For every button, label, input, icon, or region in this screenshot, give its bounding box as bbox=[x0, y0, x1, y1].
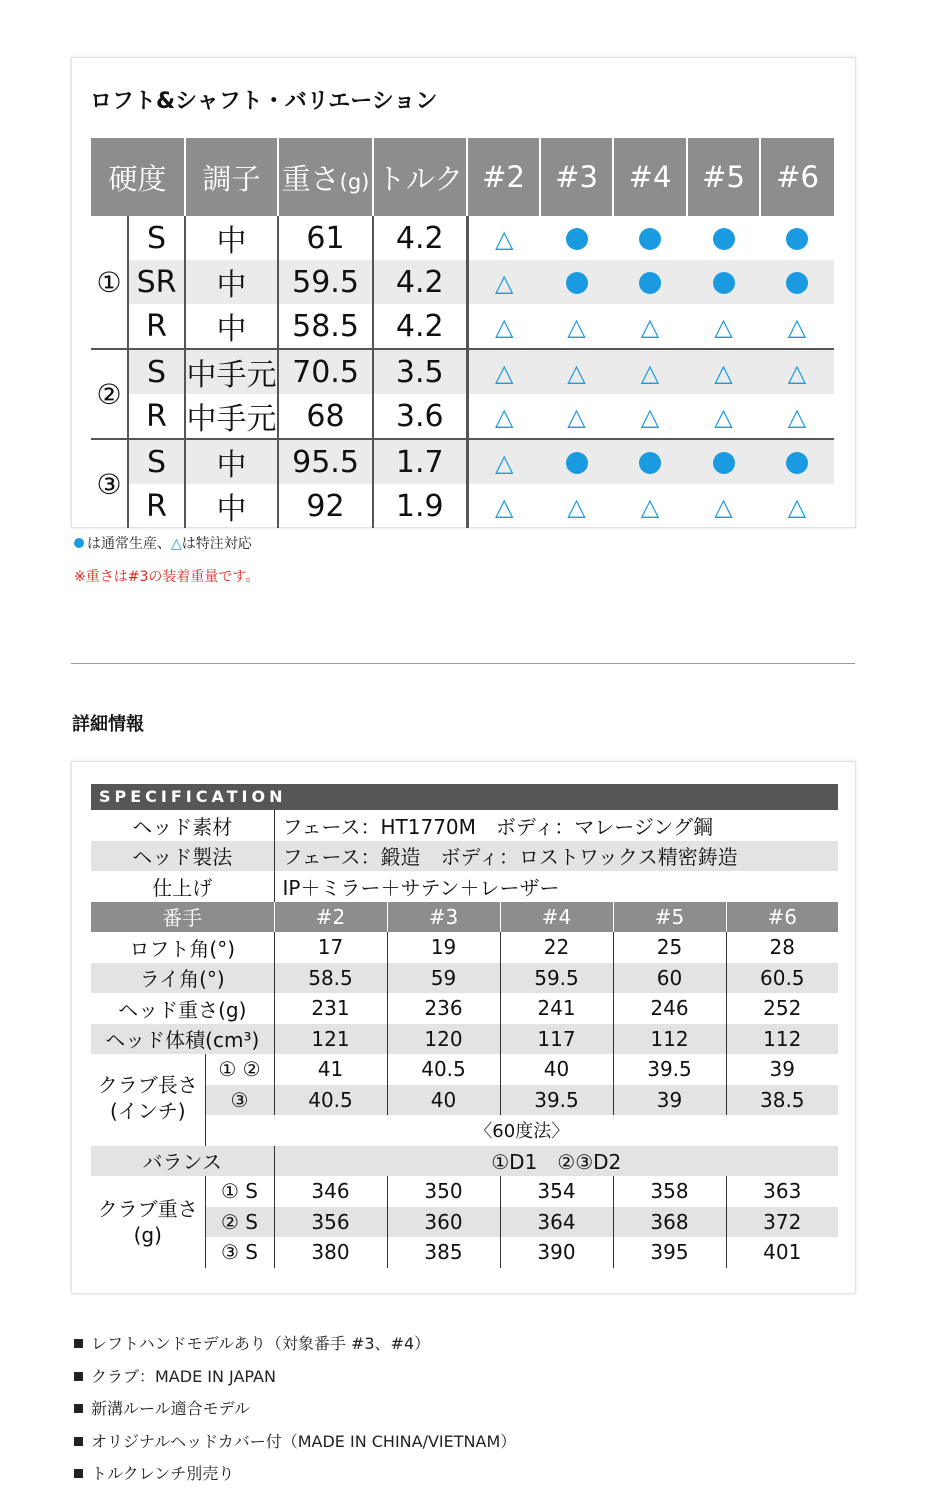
loft-cell-hardness: SR bbox=[128, 260, 185, 304]
loft-row bbox=[91, 394, 834, 439]
list-item: オリジナルヘッドカバー付（MADE IN CHINA/VIETNAM） bbox=[74, 1430, 516, 1463]
head-volume-value: 112 bbox=[726, 1024, 838, 1055]
standard-production-icon bbox=[639, 228, 661, 250]
loft-value: 19 bbox=[387, 932, 500, 963]
loft-cell-tone: 中 bbox=[185, 260, 278, 304]
availability-cell bbox=[467, 216, 540, 260]
header-n6: #6 bbox=[760, 138, 834, 216]
length-value: 40 bbox=[387, 1085, 500, 1116]
number-2: #2 bbox=[274, 902, 387, 933]
club-weight-value: 346 bbox=[274, 1176, 387, 1207]
number-3: #3 bbox=[387, 902, 500, 933]
specification-bar: SPECIFICATION bbox=[91, 784, 838, 810]
specification-card bbox=[71, 761, 856, 1294]
value-head-material: フェース：HT1770M ボディ：マレージング鋼 bbox=[274, 810, 838, 841]
shaft-group-label: ③ bbox=[91, 439, 128, 528]
loft-cell-torque: 3.6 bbox=[373, 394, 467, 439]
loft-row bbox=[91, 216, 834, 260]
loft-cell-hardness: S bbox=[128, 349, 185, 394]
head-volume-value: 117 bbox=[500, 1024, 613, 1055]
special-order-icon: △ bbox=[640, 403, 660, 431]
weight-sub-label: ① S bbox=[205, 1176, 274, 1207]
spec-row-head-material bbox=[91, 810, 838, 841]
loft-cell-weight: 68 bbox=[278, 394, 373, 439]
loft-cell-hardness: R bbox=[128, 304, 185, 349]
label-lie: ライ角(°) bbox=[91, 963, 274, 994]
standard-production-icon bbox=[639, 452, 661, 474]
header-weight: 重さ(g) bbox=[278, 138, 373, 216]
list-item: トルクレンチ別売り bbox=[74, 1462, 516, 1495]
club-weight-value: 380 bbox=[274, 1237, 387, 1268]
label-finish: 仕上げ bbox=[152, 875, 213, 900]
special-order-icon: △ bbox=[714, 359, 733, 387]
availability-cell bbox=[613, 394, 687, 439]
square-bullet-icon bbox=[74, 1437, 83, 1446]
value-head-method: フェース：鍛造 ボディ：ロストワックス精密鋳造 bbox=[274, 841, 838, 872]
standard-production-icon bbox=[713, 452, 735, 474]
loft-cell-weight: 59.5 bbox=[278, 260, 373, 304]
club-weight-value: 358 bbox=[613, 1176, 726, 1207]
feature-list bbox=[74, 1332, 516, 1495]
availability-cell bbox=[540, 304, 613, 349]
availability-cell bbox=[687, 349, 760, 394]
spec-row-weight-1 bbox=[91, 1176, 838, 1207]
special-order-icon: △ bbox=[567, 359, 586, 387]
special-order-icon: △ bbox=[567, 403, 586, 431]
spec-row-length-1 bbox=[91, 1054, 838, 1085]
standard-production-icon bbox=[786, 452, 808, 474]
availability-cell bbox=[687, 484, 760, 528]
spec-row-lie bbox=[91, 963, 838, 994]
head-volume-value: 120 bbox=[387, 1024, 500, 1055]
list-item: レフトハンドモデルあり（対象番手 #3、#4） bbox=[74, 1332, 516, 1365]
special-order-icon: △ bbox=[640, 493, 660, 521]
loft-cell-hardness: R bbox=[128, 484, 185, 528]
availability-cell bbox=[613, 216, 687, 260]
club-weight-value: 385 bbox=[387, 1237, 500, 1268]
head-weight-value: 236 bbox=[387, 993, 500, 1024]
club-weight-value: 363 bbox=[726, 1176, 838, 1207]
lie-value: 60 bbox=[613, 963, 726, 994]
length-value: 40.5 bbox=[274, 1085, 387, 1116]
spec-row-loft bbox=[91, 932, 838, 963]
length-value: 40.5 bbox=[387, 1054, 500, 1085]
length-value: 39 bbox=[726, 1054, 838, 1085]
availability-cell bbox=[760, 484, 834, 528]
loft-row bbox=[91, 349, 834, 394]
header-torque: トルク bbox=[373, 138, 467, 216]
availability-cell bbox=[613, 304, 687, 349]
loft-value: 22 bbox=[500, 932, 613, 963]
standard-production-icon bbox=[639, 272, 661, 294]
availability-cell bbox=[760, 260, 834, 304]
loft-cell-tone: 中 bbox=[185, 304, 278, 349]
club-weight-value: 372 bbox=[726, 1207, 838, 1238]
loft-cell-torque: 3.5 bbox=[373, 349, 467, 394]
standard-production-icon bbox=[566, 452, 588, 474]
special-order-icon: △ bbox=[787, 493, 807, 521]
special-order-icon: △ bbox=[495, 493, 514, 521]
loft-cell-tone: 中手元 bbox=[185, 394, 278, 439]
availability-cell bbox=[467, 260, 540, 304]
number-5: #5 bbox=[613, 902, 726, 933]
shaft-group-label: ② bbox=[91, 349, 128, 439]
club-weight-value: 364 bbox=[500, 1207, 613, 1238]
club-weight-value: 350 bbox=[387, 1176, 500, 1207]
standard-production-icon bbox=[566, 228, 588, 250]
spec-row-head-method bbox=[91, 841, 838, 872]
availability-cell bbox=[687, 439, 760, 484]
head-weight-value: 246 bbox=[613, 993, 726, 1024]
list-item: クラブ：MADE IN JAPAN bbox=[74, 1365, 516, 1398]
length-sub-label: ① ② bbox=[205, 1054, 274, 1085]
legend-circle-icon bbox=[74, 538, 84, 548]
availability-cell bbox=[467, 349, 540, 394]
availability-cell bbox=[613, 349, 687, 394]
label-club-length: クラブ長さ (インチ) bbox=[97, 1073, 198, 1123]
availability-cell bbox=[613, 484, 687, 528]
availability-cell bbox=[613, 439, 687, 484]
label-head-material: ヘッド素材 bbox=[132, 814, 233, 839]
number-4: #4 bbox=[500, 902, 613, 933]
standard-production-icon bbox=[786, 228, 808, 250]
loft-cell-hardness: S bbox=[128, 439, 185, 484]
loft-cell-weight: 92 bbox=[278, 484, 373, 528]
availability-cell bbox=[760, 394, 834, 439]
header-hardness: 硬度 bbox=[91, 138, 185, 216]
availability-cell bbox=[540, 216, 613, 260]
length-sub-label: ③ bbox=[205, 1085, 274, 1116]
head-volume-value: 121 bbox=[274, 1024, 387, 1055]
availability-cell bbox=[687, 260, 760, 304]
header-n4: #4 bbox=[613, 138, 687, 216]
special-order-icon: △ bbox=[787, 359, 807, 387]
club-weight-value: 360 bbox=[387, 1207, 500, 1238]
loft-cell-torque: 1.9 bbox=[373, 484, 467, 528]
lie-value: 60.5 bbox=[726, 963, 838, 994]
availability-cell bbox=[540, 260, 613, 304]
club-weight-value: 368 bbox=[613, 1207, 726, 1238]
loft-value: 25 bbox=[613, 932, 726, 963]
special-order-icon: △ bbox=[640, 313, 660, 341]
loft-row bbox=[91, 484, 834, 528]
loft-cell-torque: 1.7 bbox=[373, 439, 467, 484]
standard-production-icon bbox=[713, 272, 735, 294]
special-order-icon: △ bbox=[495, 359, 514, 387]
loft-shaft-card bbox=[71, 57, 856, 528]
head-weight-value: 241 bbox=[500, 993, 613, 1024]
loft-value: 28 bbox=[726, 932, 838, 963]
specification-table bbox=[91, 810, 838, 1268]
loft-cell-weight: 95.5 bbox=[278, 439, 373, 484]
weight-sub-label: ② S bbox=[205, 1207, 274, 1238]
special-order-icon: △ bbox=[787, 313, 807, 341]
availability-cell bbox=[760, 216, 834, 260]
special-order-icon: △ bbox=[714, 493, 733, 521]
shaft-group-label: ① bbox=[96, 265, 122, 299]
spec-row-finish bbox=[91, 871, 838, 902]
special-order-icon: △ bbox=[567, 493, 586, 521]
special-order-icon: △ bbox=[567, 313, 586, 341]
length-value: 39.5 bbox=[613, 1054, 726, 1085]
loft-cell-torque: 4.2 bbox=[373, 216, 467, 260]
loft-cell-weight: 58.5 bbox=[278, 304, 373, 349]
availability-cell bbox=[540, 394, 613, 439]
availability-cell bbox=[540, 439, 613, 484]
loft-value: 17 bbox=[274, 932, 387, 963]
availability-cell bbox=[687, 394, 760, 439]
loft-row bbox=[91, 439, 834, 484]
square-bullet-icon bbox=[74, 1339, 83, 1348]
label-balance: バランス bbox=[91, 1146, 274, 1177]
length-value: 40 bbox=[500, 1054, 613, 1085]
club-weight-value: 401 bbox=[726, 1237, 838, 1268]
availability-cell bbox=[467, 484, 540, 528]
availability-cell bbox=[687, 304, 760, 349]
lie-value: 59.5 bbox=[500, 963, 613, 994]
standard-production-icon bbox=[713, 228, 735, 250]
label-loft: ロフト角(°) bbox=[129, 936, 236, 961]
loft-cell-weight: 61 bbox=[278, 216, 373, 260]
spec-row-balance bbox=[91, 1146, 838, 1177]
special-order-icon: △ bbox=[495, 313, 514, 341]
value-balance: ①D1 ②③D2 bbox=[274, 1146, 838, 1177]
special-order-icon: △ bbox=[787, 403, 807, 431]
special-order-icon: △ bbox=[714, 403, 733, 431]
head-weight-value: 252 bbox=[726, 993, 838, 1024]
loft-cell-tone: 中 bbox=[185, 484, 278, 528]
length-method: 〈60度法〉 bbox=[205, 1115, 838, 1146]
label-head-method: ヘッド製法 bbox=[91, 841, 274, 872]
loft-cell-hardness: S bbox=[128, 216, 185, 260]
head-weight-value: 231 bbox=[274, 993, 387, 1024]
legend-triangle-icon: △ bbox=[171, 536, 182, 552]
special-order-icon: △ bbox=[495, 403, 514, 431]
club-weight-value: 390 bbox=[500, 1237, 613, 1268]
length-value: 38.5 bbox=[726, 1085, 838, 1116]
loft-cell-tone: 中 bbox=[185, 439, 278, 484]
label-head-volume: ヘッド体積(cm³) bbox=[91, 1024, 274, 1055]
availability-cell bbox=[687, 216, 760, 260]
square-bullet-icon bbox=[74, 1404, 83, 1413]
club-weight-value: 354 bbox=[500, 1176, 613, 1207]
header-n3: #3 bbox=[540, 138, 613, 216]
loft-cell-torque: 4.2 bbox=[373, 304, 467, 349]
loft-header-row bbox=[91, 138, 834, 216]
list-item: 新溝ルール適合モデル bbox=[74, 1397, 516, 1430]
lie-value: 59 bbox=[387, 963, 500, 994]
spec-row-head-weight bbox=[91, 993, 838, 1024]
loft-shaft-table bbox=[91, 138, 834, 528]
availability-cell bbox=[540, 349, 613, 394]
section-divider bbox=[71, 663, 855, 664]
availability-cell bbox=[760, 349, 834, 394]
square-bullet-icon bbox=[74, 1469, 83, 1478]
header-n5: #5 bbox=[687, 138, 760, 216]
detail-title: 詳細情報 bbox=[72, 714, 144, 735]
legend-note: は通常生産、△は特注対応 bbox=[74, 533, 252, 553]
availability-cell bbox=[613, 260, 687, 304]
spec-row-number bbox=[91, 902, 838, 933]
club-weight-value: 395 bbox=[613, 1237, 726, 1268]
availability-cell bbox=[540, 484, 613, 528]
header-tone: 調子 bbox=[185, 138, 278, 216]
loft-cell-tone: 中 bbox=[185, 216, 278, 260]
loft-shaft-title: ロフト&シャフト・バリエーション bbox=[90, 89, 438, 114]
value-finish: IP＋ミラー＋サテン＋レーザー bbox=[274, 871, 838, 902]
loft-cell-hardness: R bbox=[128, 394, 185, 439]
lie-value: 58.5 bbox=[274, 963, 387, 994]
special-order-icon: △ bbox=[495, 225, 514, 253]
square-bullet-icon bbox=[74, 1372, 83, 1381]
standard-production-icon bbox=[566, 272, 588, 294]
special-order-icon: △ bbox=[495, 269, 514, 297]
length-value: 39.5 bbox=[500, 1085, 613, 1116]
availability-cell bbox=[467, 394, 540, 439]
label-club-weight: クラブ重さ (g) bbox=[97, 1196, 198, 1247]
special-order-icon: △ bbox=[640, 359, 660, 387]
loft-row bbox=[91, 304, 834, 349]
header-n2: #2 bbox=[467, 138, 540, 216]
availability-cell bbox=[467, 439, 540, 484]
loft-cell-tone: 中手元 bbox=[185, 349, 278, 394]
loft-row bbox=[91, 260, 834, 304]
club-weight-value: 356 bbox=[274, 1207, 387, 1238]
length-value: 41 bbox=[274, 1054, 387, 1085]
number-6: #6 bbox=[726, 902, 838, 933]
loft-cell-weight: 70.5 bbox=[278, 349, 373, 394]
special-order-icon: △ bbox=[495, 449, 514, 477]
weight-sub-label: ③ S bbox=[205, 1237, 274, 1268]
availability-cell bbox=[760, 304, 834, 349]
availability-cell bbox=[467, 304, 540, 349]
weight-note: ※重さは#3の装着重量です。 bbox=[74, 569, 260, 585]
special-order-icon: △ bbox=[714, 313, 733, 341]
availability-cell bbox=[760, 439, 834, 484]
label-head-weight: ヘッド重さ(g) bbox=[118, 997, 247, 1022]
head-volume-value: 112 bbox=[613, 1024, 726, 1055]
label-number: 番手 bbox=[91, 902, 274, 933]
loft-cell-torque: 4.2 bbox=[373, 260, 467, 304]
spec-row-head-volume bbox=[91, 1024, 838, 1055]
length-value: 39 bbox=[613, 1085, 726, 1116]
standard-production-icon bbox=[786, 272, 808, 294]
